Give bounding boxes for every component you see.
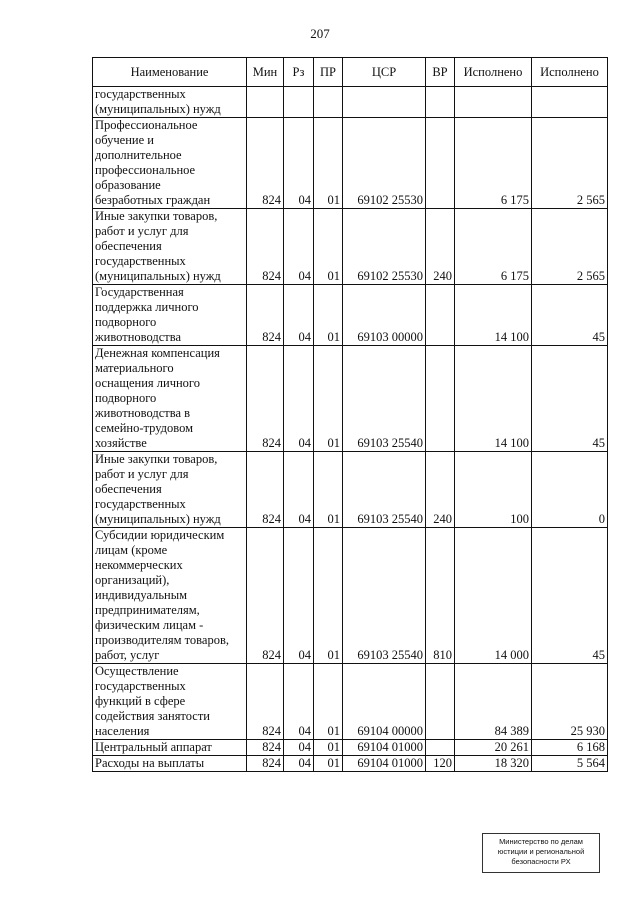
column-header-vr: ВР: [426, 58, 455, 87]
table-row: [93, 756, 608, 772]
cell-vr: 120: [426, 756, 455, 772]
cell-min: [247, 87, 284, 118]
cell-min: 824: [247, 285, 284, 346]
cell-csr: 69103 00000: [343, 285, 426, 346]
cell-vr: [426, 118, 455, 209]
cell-pr: 01: [314, 756, 343, 772]
cell-min: 824: [247, 528, 284, 664]
table-row: [93, 664, 608, 740]
cell-rz: 04: [284, 528, 314, 664]
cell-pr: 01: [314, 528, 343, 664]
cell-vr: [426, 346, 455, 452]
cell-name: государственных (муниципальных) нужд: [93, 87, 247, 118]
cell-vr: [426, 285, 455, 346]
cell-name: Профессиональное обучение и дополнительное профессиональное образование безработных граждан: [93, 118, 247, 209]
cell-min: 824: [247, 740, 284, 756]
cell-vr: 810: [426, 528, 455, 664]
column-header-name: Наименование: [93, 58, 247, 87]
cell-min: 824: [247, 664, 284, 740]
column-header-min: Мин: [247, 58, 284, 87]
cell-plan: 100: [455, 452, 532, 528]
cell-csr: [343, 87, 426, 118]
cell-name: Осуществление государственных функций в сфере содействия занятости населения: [93, 664, 247, 740]
table-row: [93, 528, 608, 664]
cell-rz: 04: [284, 756, 314, 772]
cell-rz: 04: [284, 118, 314, 209]
table-row: [93, 285, 608, 346]
cell-name: Центральный аппарат: [93, 740, 247, 756]
cell-plan: 14 000: [455, 528, 532, 664]
cell-pr: 01: [314, 209, 343, 285]
column-header-rz: Рз: [284, 58, 314, 87]
page-number: 207: [310, 26, 330, 41]
cell-rz: 04: [284, 452, 314, 528]
cell-rz: [284, 87, 314, 118]
cell-csr: 69102 25530: [343, 209, 426, 285]
cell-name: Иные закупки товаров, работ и услуг для обеспечения государственных (муниципальных) нужд: [93, 209, 247, 285]
cell-name: Денежная компенсация материального оснащения личного подворного животноводства в семейно-трудовом хозяйстве: [93, 346, 247, 452]
cell-rz: 04: [284, 664, 314, 740]
cell-name: Субсидии юридическим лицам (кроме некоммерческих организаций), индивидуальным предпринимателям, физическим лицам - производителям товаров, работ, услуг: [93, 528, 247, 664]
cell-vr: 240: [426, 209, 455, 285]
table-row: [93, 118, 608, 209]
cell-pr: 01: [314, 285, 343, 346]
table-row: [93, 346, 608, 452]
column-header-fact: Исполнено: [532, 58, 608, 87]
table-row: [93, 209, 608, 285]
cell-csr: 69103 25540: [343, 528, 426, 664]
cell-pr: 01: [314, 664, 343, 740]
cell-vr: 240: [426, 452, 455, 528]
cell-plan: 14 100: [455, 285, 532, 346]
cell-plan: [455, 87, 532, 118]
cell-vr: [426, 740, 455, 756]
cell-csr: 69104 00000: [343, 664, 426, 740]
cell-pr: [314, 87, 343, 118]
cell-rz: 04: [284, 209, 314, 285]
cell-fact: 2 565: [532, 118, 608, 209]
cell-fact: 45: [532, 528, 608, 664]
cell-fact: 2 565: [532, 209, 608, 285]
cell-fact: 5 564: [532, 756, 608, 772]
ministry-stamp: Министерство по делам юстиции и региональной безопасности РХ: [482, 833, 600, 873]
cell-csr: 69103 25540: [343, 346, 426, 452]
cell-name: Иные закупки товаров, работ и услуг для обеспечения государственных (муниципальных) нужд: [93, 452, 247, 528]
cell-pr: 01: [314, 452, 343, 528]
cell-min: 824: [247, 209, 284, 285]
cell-fact: [532, 87, 608, 118]
table-header-row: [93, 58, 608, 87]
cell-pr: 01: [314, 740, 343, 756]
cell-pr: 01: [314, 118, 343, 209]
cell-name: Государственная поддержка личного подворного животноводства: [93, 285, 247, 346]
cell-rz: 04: [284, 740, 314, 756]
cell-plan: 6 175: [455, 209, 532, 285]
cell-plan: 20 261: [455, 740, 532, 756]
cell-fact: 45: [532, 285, 608, 346]
table-row: [93, 452, 608, 528]
table-row: [93, 740, 608, 756]
cell-plan: 14 100: [455, 346, 532, 452]
cell-plan: 6 175: [455, 118, 532, 209]
table-row: [93, 87, 608, 118]
cell-fact: 25 930: [532, 664, 608, 740]
cell-name: Расходы на выплаты: [93, 756, 247, 772]
cell-csr: 69104 01000: [343, 756, 426, 772]
cell-pr: 01: [314, 346, 343, 452]
cell-vr: [426, 87, 455, 118]
cell-plan: 84 389: [455, 664, 532, 740]
cell-min: 824: [247, 346, 284, 452]
budget-table: [92, 57, 608, 772]
cell-fact: 45: [532, 346, 608, 452]
cell-vr: [426, 664, 455, 740]
column-header-csr: ЦСР: [343, 58, 426, 87]
cell-csr: 69103 25540: [343, 452, 426, 528]
column-header-pr: ПР: [314, 58, 343, 87]
cell-rz: 04: [284, 346, 314, 452]
cell-min: 824: [247, 756, 284, 772]
cell-plan: 18 320: [455, 756, 532, 772]
cell-rz: 04: [284, 285, 314, 346]
column-header-plan: Исполнено: [455, 58, 532, 87]
cell-min: 824: [247, 118, 284, 209]
cell-fact: 6 168: [532, 740, 608, 756]
cell-min: 824: [247, 452, 284, 528]
cell-csr: 69102 25530: [343, 118, 426, 209]
cell-fact: 0: [532, 452, 608, 528]
cell-csr: 69104 01000: [343, 740, 426, 756]
